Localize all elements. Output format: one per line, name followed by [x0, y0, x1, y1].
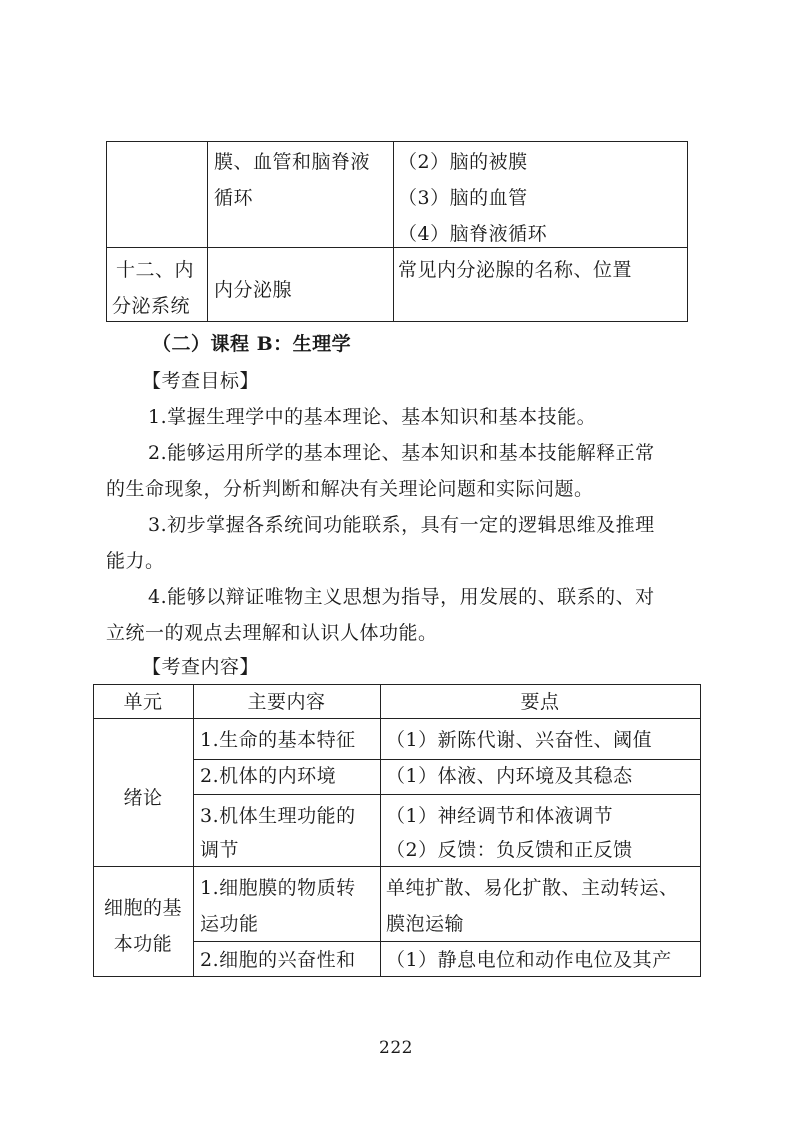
content-table-row-divider: [193, 941, 700, 942]
exam-goals-heading: 【考查目标】: [142, 370, 260, 392]
paragraph-line: 的生命现象，分析判断和解决有关理论问题和实际问题。: [106, 478, 594, 500]
table-cell-text: （4）脑脊液循环: [398, 223, 548, 245]
table-cell-text: 2.细胞的兴奋性和: [200, 949, 356, 971]
table-cell-text: （1）静息电位和动作电位及其产: [386, 949, 672, 971]
content-table-col-divider-2: [380, 684, 381, 977]
top-table-border-top: [106, 141, 687, 142]
table-cell-text: 常见内分泌腺的名称、位置: [398, 259, 633, 281]
unit-name: 本功能: [113, 933, 173, 955]
paragraph-line: 立统一的观点去理解和认识人体功能。: [106, 622, 438, 644]
table-cell-text: 膜、血管和脑脊液: [214, 151, 371, 173]
table-cell-text: 分泌系统: [112, 295, 191, 317]
table-cell-text: （1）体液、内环境及其稳态: [386, 765, 633, 787]
content-table-col-divider-1: [193, 684, 194, 977]
table-cell-text: 调节: [200, 839, 240, 861]
top-table-border-bottom: [106, 321, 687, 322]
table-cell-text: 1.生命的基本特征: [200, 729, 356, 751]
paragraph-line: 能力。: [106, 550, 165, 572]
column-header-unit: 单元: [123, 691, 163, 713]
table-cell-text: 单纯扩散、易化扩散、主动转运、: [386, 877, 679, 899]
table-cell-text: 3.机体生理功能的: [200, 805, 356, 827]
top-table-col-divider-2: [393, 141, 394, 322]
column-header-points: 要点: [520, 691, 560, 713]
top-table-row-divider: [106, 247, 687, 248]
content-table-row-divider: [193, 759, 700, 760]
table-cell-text: （2）脑的被膜: [398, 151, 528, 173]
paragraph-line: 3.初步掌握各系统间功能联系，具有一定的逻辑思维及推理: [148, 514, 655, 536]
top-table-border-right: [687, 141, 688, 322]
table-cell-text: （3）脑的血管: [398, 187, 528, 209]
content-table-border-right: [700, 684, 701, 977]
content-table-header-divider: [93, 718, 700, 719]
content-table-unit-divider: [93, 866, 700, 867]
table-cell-text: 内分泌腺: [214, 279, 293, 301]
table-cell-text: 2.机体的内环境: [200, 765, 337, 787]
section-title: （二）课程 B：生理学: [152, 333, 352, 355]
content-table-row-divider: [193, 794, 700, 795]
unit-name: 细胞的基: [103, 897, 182, 919]
paragraph-line: 2.能够运用所学的基本理论、基本知识和基本技能解释正常: [148, 442, 655, 464]
table-cell-text: 十二、内: [116, 259, 195, 281]
table-cell-text: 运功能: [200, 913, 259, 935]
column-header-content: 主要内容: [247, 691, 326, 713]
content-table-border-top: [93, 684, 700, 685]
table-cell-text: （2）反馈：负反馈和正反馈: [386, 839, 633, 861]
top-table-border-left: [106, 141, 107, 322]
table-cell-text: 循环: [214, 187, 254, 209]
table-cell-text: （1）神经调节和体液调节: [386, 805, 614, 827]
unit-name: 绪论: [123, 787, 163, 809]
exam-content-heading: 【考查内容】: [142, 656, 260, 678]
paragraph-line: 4.能够以辩证唯物主义思想为指导，用发展的、联系的、对: [148, 586, 655, 608]
content-table-border-bottom: [93, 976, 700, 977]
table-cell-text: （1）新陈代谢、兴奋性、阈值: [386, 729, 653, 751]
page-number: 222: [379, 1038, 413, 1058]
table-cell-text: 膜泡运输: [386, 913, 465, 935]
table-cell-text: 1.细胞膜的物质转: [200, 877, 356, 899]
paragraph-line: 1.掌握生理学中的基本理论、基本知识和基本技能。: [148, 406, 597, 428]
top-table-col-divider-1: [207, 141, 208, 322]
